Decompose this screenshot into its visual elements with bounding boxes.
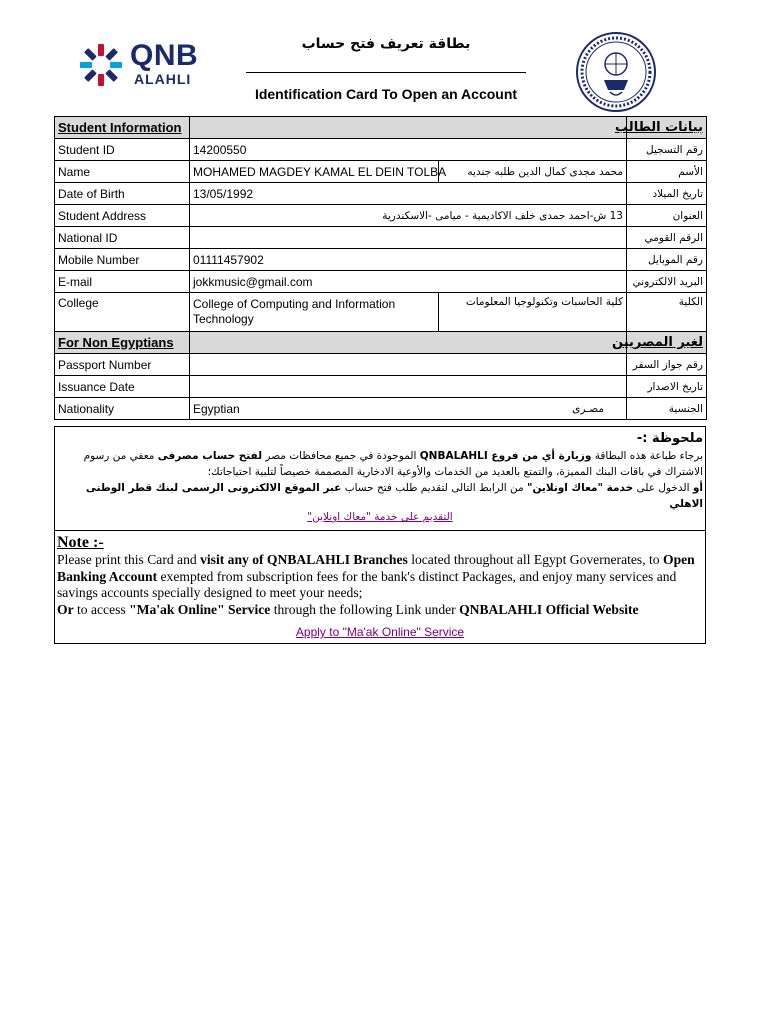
note-text-bold: Or: [57, 601, 74, 617]
title-arabic: بطاقة تعريف فتح حساب: [301, 36, 471, 52]
note-heading-en: Note :-: [57, 534, 104, 551]
field-label: Student ID: [55, 139, 190, 161]
mobile-value: 01111457902: [190, 249, 627, 271]
email-value: jokkmusic@gmail.com: [190, 271, 627, 293]
nationality-value-ar: مصـرى: [439, 398, 627, 420]
field-label-ar: تاريخ الميلاد: [627, 183, 707, 205]
field-label: Date of Birth: [55, 183, 190, 205]
field-label-ar: الجنسية: [627, 398, 707, 420]
apply-link-ar[interactable]: التقديم على خدمة "معاك اونلاين": [307, 511, 453, 523]
table-row: [55, 376, 707, 398]
field-label: National ID: [55, 227, 190, 249]
field-label-ar: البريد الالكتروني: [627, 271, 707, 293]
note-text: Please print this Card and: [57, 552, 201, 567]
note-text: برجاء طباعة هذه البطاقة: [591, 450, 703, 462]
note-text-bold: أو: [692, 482, 703, 494]
logo-text: QNB: [130, 39, 199, 72]
qnb-star-icon: [78, 42, 124, 88]
field-label-ar: تاريخ الاصدار: [627, 376, 707, 398]
field-label-ar: الرقم القومي: [627, 227, 707, 249]
table-row: [55, 161, 707, 183]
national-id-value: [190, 227, 627, 249]
note-text-bold: visit any of QNBALAHLI Branches: [200, 552, 408, 567]
note-text: located throughout all Egypt Governerates, to: [407, 552, 663, 567]
table-row: [55, 205, 707, 227]
passport-value: [190, 354, 627, 376]
table-row: [55, 139, 707, 161]
note-text: الموجودة في جميع محافظات مصر: [262, 450, 420, 462]
note-text-bold: "Ma'ak Online" Service: [129, 601, 271, 617]
qnb-alahli-logo: [78, 40, 218, 92]
table-row: [55, 183, 707, 205]
note-text: من الرابط التالى لتقديم طلب فتح حساب: [341, 482, 527, 494]
note-text: معفي من رسوم الاشتراك في باقات البنك المميزة، والتمتع بالعديد من الخدمات والأوعية الادخارية المصممة خصيصاً لتلبية احتياجاتك؛: [83, 450, 703, 478]
note-text-bold: لفتح حساب مصرفى: [157, 450, 263, 462]
field-label: Mobile Number: [55, 249, 190, 271]
student-info-table: [54, 116, 707, 420]
field-label-ar: العنوان: [627, 205, 707, 227]
note-heading-ar: ملحوظة :-: [636, 431, 703, 446]
note-english: [57, 533, 703, 618]
note-text: exempted from subscription fees for the bank's distinct Packages, and enjoy many services and savings accounts specially designed to meet your needs;: [57, 568, 677, 600]
note-text-bold: وزيارة أي من فروع QNBALAHLI: [419, 450, 592, 462]
note-arabic: [63, 431, 703, 512]
field-label: Name: [55, 161, 190, 183]
name-value: MOHAMED MAGDEY KAMAL EL DEIN TOLBA: [190, 161, 439, 183]
issuance-date-value: [190, 376, 627, 398]
note-text: الدخول على: [633, 482, 693, 494]
college-value: College of Computing and Information Technology: [190, 293, 439, 332]
address-value: 13 ش-احمد حمدى خلف الاكاديمية - ميامى -الاسكندرية: [190, 205, 627, 227]
note-text-bold: عبر الموقع الالكترونى الرسمى لبنك قطر الوطنى الاهلي: [85, 482, 703, 510]
field-label-ar: رقم التسجيل: [627, 139, 707, 161]
field-label-ar: الكلية: [627, 293, 707, 332]
name-value-ar: محمد مجدى كمال الدين طلبه جنديه: [439, 161, 627, 183]
notes-box: [54, 426, 706, 644]
table-row: [55, 398, 707, 420]
note-text-bold: خدمة "معاك اونلاين": [526, 482, 634, 494]
note-text-bold: Open Banking Account: [57, 552, 695, 584]
field-label: College: [55, 293, 190, 332]
field-label-ar: رقم الموبايل: [627, 249, 707, 271]
title-english: Identification Card To Open an Account: [254, 86, 518, 102]
field-label: Student Address: [55, 205, 190, 227]
college-value-ar: كلية الحاسبات وتكنولوجيا المعلومات: [439, 293, 627, 332]
field-label: Nationality: [55, 398, 190, 420]
nationality-value: Egyptian: [190, 398, 439, 420]
title-divider: [246, 72, 526, 73]
table-row: [55, 271, 707, 293]
section-header-non-egyptians: [55, 332, 707, 354]
logo-subtext: ALAHLI: [134, 71, 192, 87]
note-text: through the following Link under: [270, 601, 460, 617]
table-row: [55, 249, 707, 271]
section-header-student: [55, 117, 707, 139]
table-row: [55, 227, 707, 249]
table-row: [55, 354, 707, 376]
section-title-en: For Non Egyptians: [55, 332, 190, 354]
apply-link-en[interactable]: Apply to "Ma'ak Online" Service: [295, 625, 465, 639]
section-title-en: Student Information: [55, 117, 190, 139]
field-label-ar: الأسم: [627, 161, 707, 183]
notes-divider: [55, 530, 705, 531]
student-id-value: 14200550: [190, 139, 627, 161]
section-title-ar: لغير المصريين: [627, 332, 707, 354]
field-label: Passport Number: [55, 354, 190, 376]
note-text-bold: QNBALAHLI Official Website: [459, 601, 639, 617]
field-label: Issuance Date: [55, 376, 190, 398]
academy-seal-icon: [574, 30, 658, 114]
field-label: E-mail: [55, 271, 190, 293]
field-label-ar: رقم جواز السفر: [627, 354, 707, 376]
dob-value: 13/05/1992: [190, 183, 627, 205]
document-header: [0, 0, 768, 115]
table-row: [55, 293, 707, 332]
section-title-ar: بيانات الطالب: [627, 117, 707, 139]
note-text: to access: [73, 601, 130, 617]
